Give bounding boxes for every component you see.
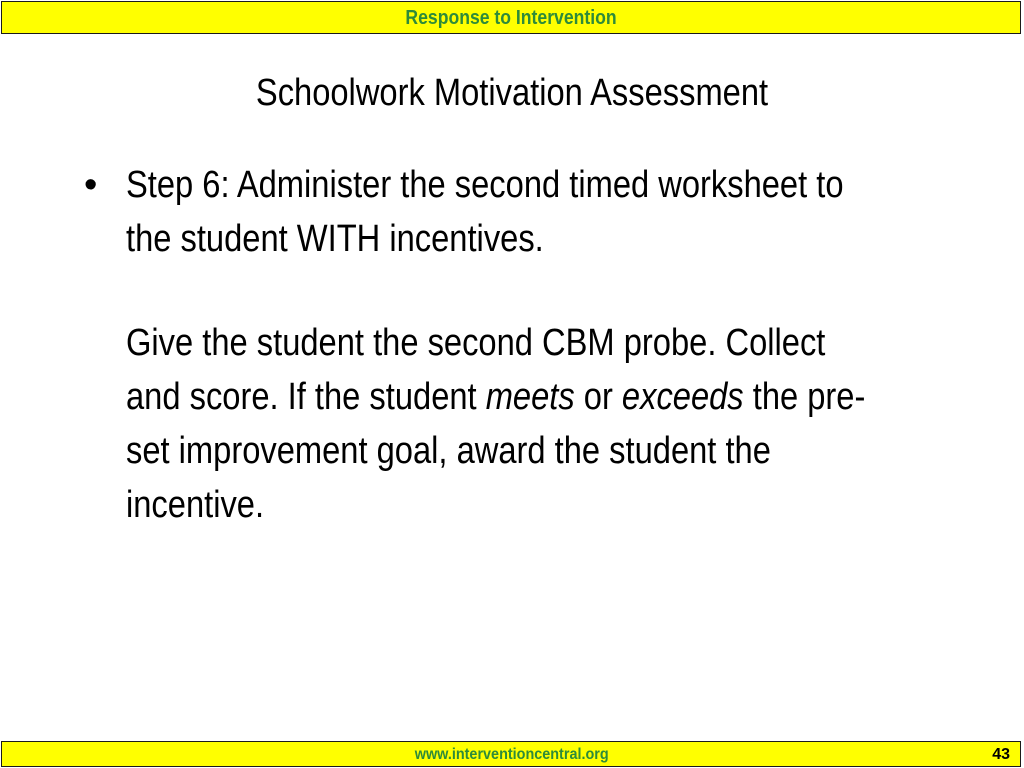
step-line-1: Step 6: Administer the second timed worksheet to xyxy=(126,164,844,206)
page-number: 43 xyxy=(992,746,1010,763)
detail-line-2-end: the pre- xyxy=(743,376,866,418)
detail-line-3: set improvement goal, award the student the xyxy=(126,430,771,472)
bullet-dot: • xyxy=(84,164,98,206)
detail-line-4: incentive. xyxy=(126,484,265,526)
detail-line-2 xyxy=(126,370,986,424)
header-banner xyxy=(1,1,1021,34)
footer-url[interactable]: www.interventioncentral.org xyxy=(415,746,609,763)
footer-url-wrapper xyxy=(2,742,1022,768)
detail-line-1: Give the student the second CBM probe. Collect xyxy=(126,322,826,364)
header-title: Response to Intervention xyxy=(405,7,617,29)
detail-or: or xyxy=(574,376,622,418)
meets-emphasis: meets xyxy=(485,376,575,418)
bullet-content xyxy=(126,158,986,532)
exceeds-emphasis: exceeds xyxy=(621,376,744,418)
slide-title: Schoolwork Motivation Assessment xyxy=(255,72,769,114)
paragraph-gap xyxy=(126,266,986,316)
footer-banner xyxy=(1,741,1021,767)
step-line-2: the student WITH incentives. xyxy=(126,218,544,260)
detail-line-2-start: and score. If the student xyxy=(126,376,486,418)
